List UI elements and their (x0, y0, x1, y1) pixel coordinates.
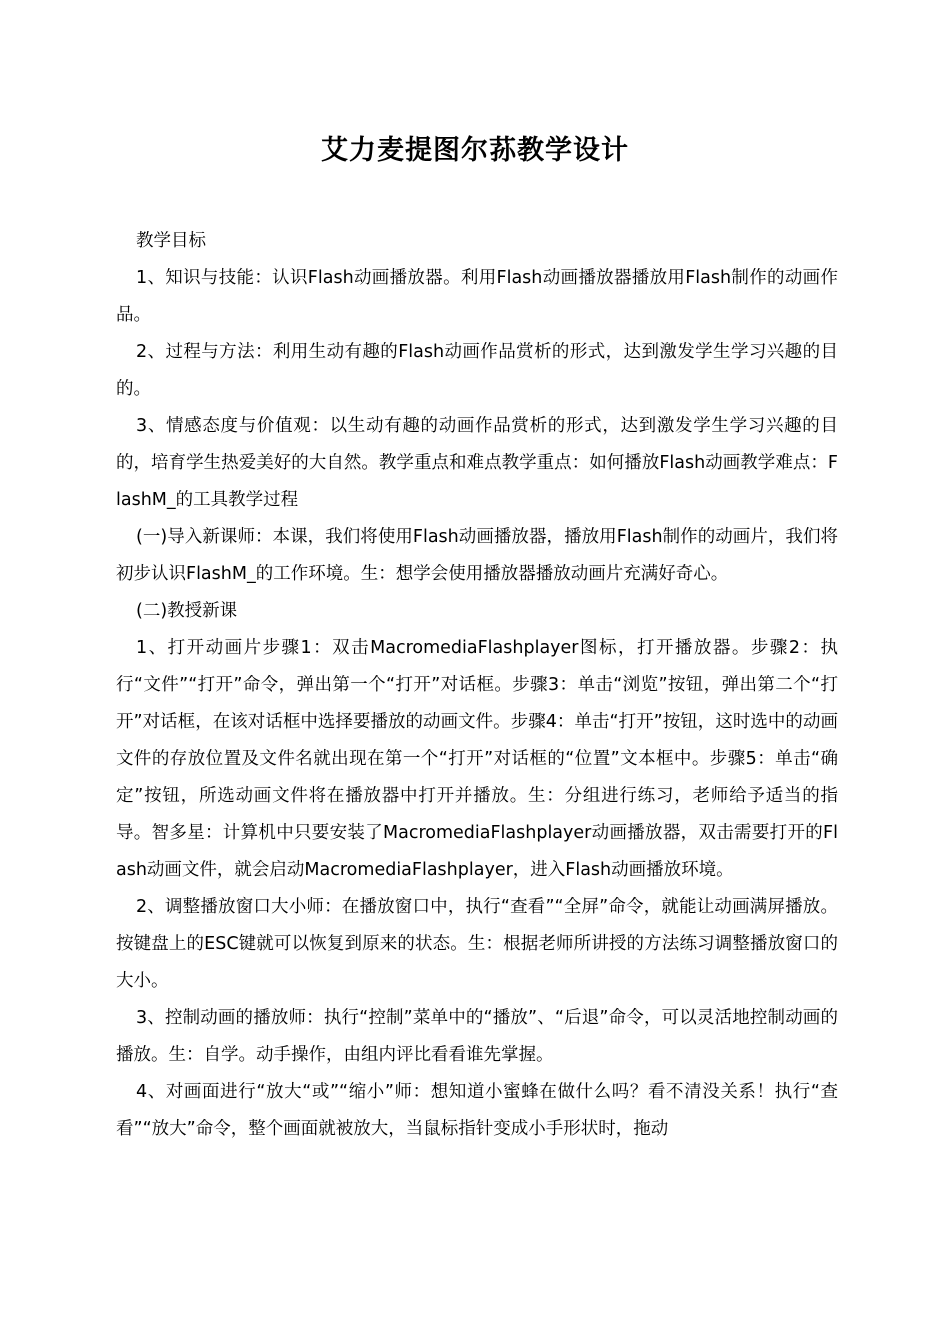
section-heading-teaching-goals: 教学目标 (136, 231, 206, 251)
paragraph-step-window-size: 2、调整播放窗口大小师：在播放窗口中，执行“查看”“全屏”命令，就能让动画满屏播放。按键盘上的ESC键就可以恢复到原来的状态。生：根据老师所讲授的方法练习调整播放窗口的大小。 (116, 897, 838, 991)
document-title: 艾力麦提图尔荪教学设计 (321, 135, 629, 166)
paragraph-step-open-animation: 1、打开动画片步骤1：双击MacromediaFlashplayer图标，打开播放器。步骤2：执行“文件”“打开”命令，弹出第一个“打开”对话框。步骤3：单击“浏览”按钮，弹出第二个“打开”对话框，在该对话框中选择要播放的动画文件。步骤4：单击“打开”按钮，这时选中的动画文件的存放位置及文件名就出现在第一个“打开”对话框的“位置”文本框中。步骤5：单击“确定”按钮，所选动画文件将在播放器中打开并播放。生：分组进行练习，老师给予适当的指导。智多星：计算机中只要安装了MacromediaFlashplayer动画播放器，双击需要打开的Flash动画文件，就会启动MacromediaFlashplayer，进入Flash动画播放环境。 (116, 638, 838, 880)
paragraph-step-zoom: 4、对画面进行“放大“或”“缩小”师：想知道小蜜蜂在做什么吗？看不清没关系！执行“查看”“放大”命令，整个画面就被放大，当鼠标指针变成小手形状时，拖动 (116, 1082, 838, 1139)
paragraph-process-methods: 2、过程与方法：利用生动有趣的Flash动画作品赏析的形式，达到激发学生学习兴趣的目的。 (116, 342, 838, 399)
paragraph-knowledge-skills: 1、知识与技能：认识Flash动画播放器。利用Flash动画播放器播放用Flash制作的动画作品。 (116, 268, 838, 325)
paragraph-introduction: (一)导入新课师：本课，我们将使用Flash动画播放器，播放用Flash制作的动画片，我们将初步认识FlashM_的工作环境。生：想学会使用播放器播放动画片充满好奇心。 (116, 527, 838, 584)
paragraph-step-playback-control: 3、控制动画的播放师：执行“控制”菜单中的“播放”、“后退”命令，可以灵活地控制动画的播放。生：自学。动手操作，由组内评比看看谁先掌握。 (116, 1008, 838, 1065)
paragraph-emotional-values: 3、情感态度与价值观：以生动有趣的动画作品赏析的形式，达到激发学生学习兴趣的目的，培育学生热爱美好的大自然。教学重点和难点教学重点：如何播放Flash动画教学难点：FlashM_的工具教学过程 (116, 416, 838, 510)
section-heading-new-lesson: (二)教授新课 (136, 601, 238, 621)
document-body (116, 223, 838, 1148)
